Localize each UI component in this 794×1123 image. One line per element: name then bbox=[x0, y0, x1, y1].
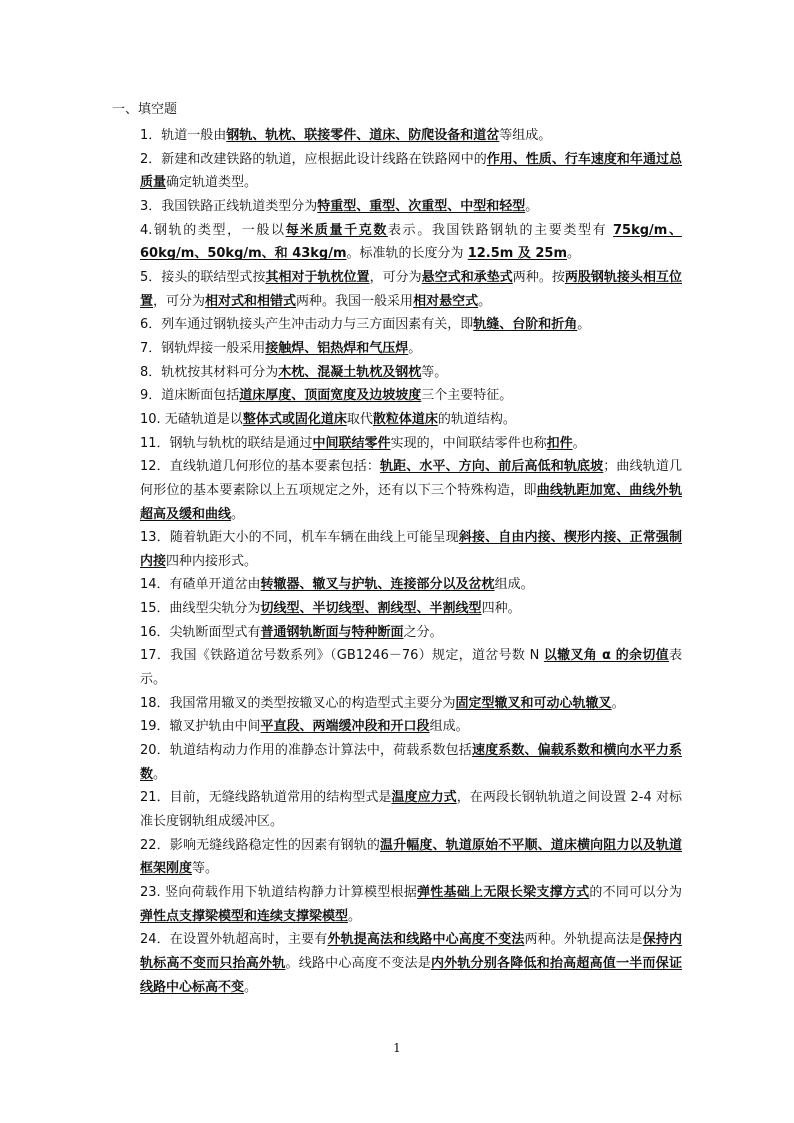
question-text: 11．钢轨与轨枕的联结是通过 bbox=[140, 435, 313, 451]
question-text: 实现的，中间联结零件也称 bbox=[390, 435, 547, 451]
answer-text: 温度应力式 bbox=[391, 790, 457, 806]
question-text: 。 bbox=[611, 695, 625, 711]
answer-text: 普通钢轨断面与特种断面 bbox=[260, 624, 404, 640]
question-text: 13．随着轨距大小的不同，机车车辆在曲线上可能呈现 bbox=[140, 530, 459, 546]
question-item bbox=[140, 739, 682, 786]
answer-text: 轨缝、台阶和折角 bbox=[473, 317, 578, 333]
question-item bbox=[140, 337, 682, 361]
answer-text: 曲线轨距加宽、曲线外轨超高及缓和曲线 bbox=[140, 482, 682, 522]
question-text: 1．轨道一般由 bbox=[140, 128, 227, 143]
question-text: 7．钢轨焊接一般采用 bbox=[140, 340, 266, 356]
question-text: 15．曲线型尖轨分为 bbox=[140, 601, 261, 617]
question-text: 组成。 bbox=[429, 719, 469, 735]
question-text: 。 bbox=[478, 293, 492, 309]
question-text: 17．我国《铁路道岔号数系列》（GB1246－76）规定，道岔号数 N bbox=[140, 648, 544, 664]
question-item bbox=[140, 692, 682, 716]
question-text: 。 bbox=[244, 979, 258, 995]
question-item bbox=[140, 786, 682, 833]
question-text: 。 bbox=[231, 506, 245, 522]
answer-text: 斜接、自由内接、楔形内接、正常强制内接 bbox=[140, 530, 682, 569]
question-item bbox=[140, 455, 682, 526]
question-text: 。 bbox=[577, 317, 591, 333]
answer-text: 切线型、半切线型、割线型、半割线型 bbox=[260, 601, 482, 617]
question-text: 21．目前，无缝线路轨道常用的结构型式是 bbox=[140, 790, 392, 806]
answer-text: 扣件 bbox=[546, 435, 573, 451]
answer-text: 固定型辙叉和可动心轨辙叉 bbox=[455, 695, 612, 711]
answer-text: 以辙叉角 α 的余切值 bbox=[543, 648, 669, 664]
answer-text: 内外轨分别各降低和抬高超高值一半而保证线路中心标高不变 bbox=[140, 955, 682, 995]
question-item bbox=[140, 928, 682, 999]
question-item bbox=[140, 432, 682, 456]
question-item bbox=[140, 219, 682, 266]
question-text: 19．辙叉护轨由中间 bbox=[140, 719, 261, 735]
question-text: 6．列车通过钢轨接头产生冲击动力与三方面因素有关，即 bbox=[140, 317, 474, 333]
question-text: 24．在设置外轨超高时，主要有 bbox=[140, 932, 328, 948]
answer-text: 平直段、两端缓冲段和开口段 bbox=[260, 719, 430, 735]
question-item bbox=[140, 644, 682, 691]
question-text: 。 bbox=[572, 435, 586, 451]
question-text: 表示。我国铁路钢轨的主要类型有 bbox=[387, 222, 614, 238]
question-text: ，可分为 bbox=[153, 293, 206, 309]
question-text: 等。 bbox=[421, 364, 448, 380]
question-text: 。 bbox=[525, 198, 539, 214]
question-text: 12．直线轨道几何形位的基本要素包括： bbox=[140, 459, 380, 475]
question-text: 三个主要特征。 bbox=[421, 388, 513, 404]
answer-text: 木枕、混凝土轨枕及钢枕 bbox=[278, 364, 422, 380]
question-text: 等组成。 bbox=[499, 128, 552, 143]
question-text: 22．影响无缝线路稳定性的因素有钢轨的 bbox=[140, 837, 380, 853]
question-item bbox=[140, 124, 682, 148]
question-text: 。 bbox=[348, 908, 362, 924]
answer-text: 特重型、重型、次重型、中型和轻型 bbox=[317, 198, 526, 214]
question-text: 组成。 bbox=[494, 577, 534, 593]
question-text: 两种。外轨提高法是 bbox=[524, 932, 643, 948]
question-text: 9．道床断面包括 bbox=[140, 388, 240, 404]
question-text: 3．我国铁路正线轨道类型分为 bbox=[140, 198, 318, 214]
answer-text: 弹性点支撑梁模型和连续支撑梁模型 bbox=[140, 908, 349, 924]
question-item bbox=[140, 313, 682, 337]
question-text: 的不同可以分为 bbox=[589, 885, 682, 900]
question-text: 23. 竖向荷载作用下轨道结构静力计算模型根据 bbox=[140, 885, 418, 900]
question-text: 10. 无碴轨道是以 bbox=[140, 411, 243, 427]
question-text: 20．轨道结构动力作用的准静态计算法中，荷载系数包括 bbox=[140, 743, 472, 759]
answer-text: 弹性基础上无限长梁支撑方式 bbox=[417, 885, 590, 900]
answer-text: 每米质量千克数 bbox=[285, 222, 388, 238]
question-text: 18．我国常用辙叉的类型按辙叉心的构造型式主要分为 bbox=[140, 695, 456, 711]
question-text: 之分。 bbox=[403, 624, 443, 640]
question-text: 。 bbox=[408, 340, 422, 356]
answer-text: 散粒体道床 bbox=[372, 411, 438, 427]
question-text: ，在两段长钢轨轨道之间设置 2-4 对标准长度钢轨组成缓冲区。 bbox=[140, 790, 682, 830]
question-text: 。 bbox=[153, 766, 167, 782]
question-item bbox=[140, 621, 682, 645]
question-item bbox=[140, 361, 682, 385]
question-list bbox=[140, 124, 682, 999]
question-text: 。 bbox=[567, 246, 581, 262]
question-text: 。标准轨的长度分为 bbox=[346, 246, 468, 262]
answer-text: 整体式或固化道床 bbox=[242, 411, 347, 427]
answer-text: 轨距、水平、方向、前后高低和轨底坡 bbox=[379, 459, 604, 475]
question-item bbox=[140, 195, 682, 219]
answer-text: 转辙器、辙叉与护轨、连接部分以及岔枕 bbox=[260, 577, 495, 593]
answer-text: 外轨提高法和线路中心高度不变法 bbox=[327, 932, 525, 948]
question-text: 四种。 bbox=[481, 601, 521, 617]
question-item bbox=[140, 573, 682, 597]
answer-text: 悬空式和承垫式 bbox=[421, 269, 513, 285]
question-item bbox=[140, 408, 682, 432]
question-text: 确定轨道类型。 bbox=[166, 175, 258, 191]
answer-text: 作用、性质、行车速度和年通过总质量 bbox=[140, 151, 682, 191]
question-text: 等。 bbox=[192, 861, 219, 877]
answer-text: 温升幅度、轨道原始不平顺、道床横向阻力以及轨道框架刚度 bbox=[140, 837, 682, 877]
answer-text: 中间联结零件 bbox=[312, 435, 391, 451]
answer-text: 相对悬空式 bbox=[413, 293, 479, 309]
question-text: ；曲线轨道几何形位的基本要素除以上五项规定之外，还有以下三个特殊构造，即 bbox=[140, 459, 682, 498]
section-title: 一、填空题 bbox=[112, 102, 178, 117]
question-text: 。线路中心高度不变法是 bbox=[285, 955, 431, 971]
answer-text: 12.5m 及 25m bbox=[467, 246, 567, 262]
answer-text: 道床厚度、顶面宽度及边坡坡度 bbox=[239, 388, 422, 404]
question-text: 两种。我国一般采用 bbox=[296, 293, 414, 309]
question-item bbox=[140, 881, 682, 928]
answer-text: 速度系数、偏载系数和横向水平力系数 bbox=[140, 743, 682, 782]
page-number: 1 bbox=[393, 1041, 401, 1055]
question-item bbox=[140, 384, 682, 408]
answer-text: 两股钢轨接头相互位置 bbox=[140, 269, 682, 309]
question-text: 16．尖轨断面型式有 bbox=[140, 624, 261, 640]
answer-text: 其相对于轨枕位置 bbox=[265, 269, 370, 285]
question-text: 表示。 bbox=[140, 648, 682, 688]
answer-text: 75kg/m、60kg/m、50kg/m、和 43kg/m bbox=[140, 222, 682, 262]
answer-text: 保持内轨标高不变而只抬高外轨 bbox=[140, 932, 682, 971]
question-item bbox=[140, 148, 682, 195]
question-text: 14．有碴单开道岔由 bbox=[140, 577, 261, 593]
question-text: 的轨道结构。 bbox=[437, 411, 516, 427]
question-text: 2．新建和改建铁路的轨道，应根据此设计线路在铁路网中的 bbox=[140, 151, 487, 167]
answer-text: 相对式和相错式 bbox=[205, 293, 297, 309]
question-text: 8．轨枕按其材料可分为 bbox=[140, 364, 279, 380]
question-text: 5．接头的联结型式按 bbox=[140, 269, 266, 285]
question-item bbox=[140, 715, 682, 739]
question-text: 四种内接形式。 bbox=[166, 553, 258, 569]
answer-text: 接触焊、铝热焊和气压焊 bbox=[265, 340, 409, 356]
answer-text: 钢轨、轨枕、联接零件、道床、防爬设备和道岔 bbox=[226, 128, 500, 143]
question-item bbox=[140, 597, 682, 621]
question-text: 两种。按 bbox=[512, 269, 565, 285]
question-item bbox=[140, 526, 682, 573]
question-item bbox=[140, 834, 682, 881]
question-item bbox=[140, 266, 682, 313]
question-text: 取代 bbox=[346, 411, 373, 427]
question-text: ，可分为 bbox=[369, 269, 422, 285]
question-text: 4.钢轨的类型，一般以 bbox=[140, 222, 286, 238]
